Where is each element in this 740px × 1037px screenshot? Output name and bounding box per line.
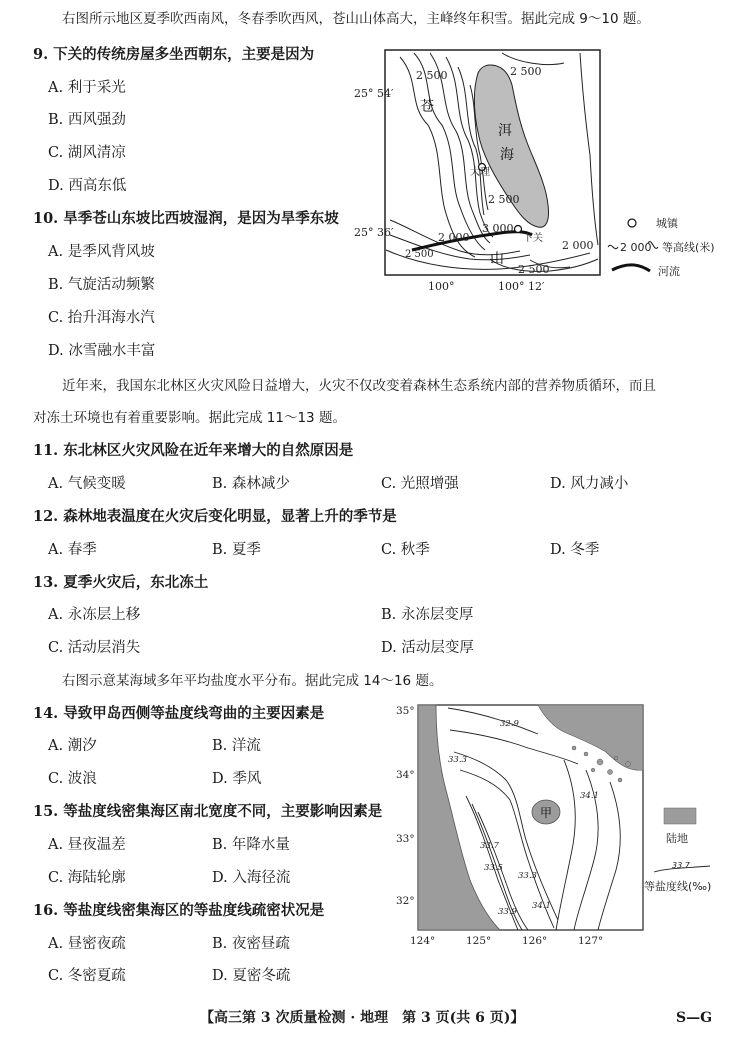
q9-stem: 9. 下关的传统房屋多坐西朝东，主要是因为: [33, 46, 315, 63]
contour-label-3: 2 500: [488, 193, 520, 206]
footer-code: S—G: [676, 1010, 713, 1026]
iso-label-5: 33.5: [484, 863, 503, 873]
footer-text: 【高三第 3 次质量检测 · 地理 第 3 页(共 6 页)】: [200, 1010, 525, 1026]
q11-option-c[interactable]: C. 光照增强: [381, 476, 459, 492]
q15-stem: 15. 等盐度线密集海区南北宽度不同，主要影响因素是: [33, 803, 383, 820]
lon-right-label: 100° 12′: [498, 280, 545, 293]
q11-option-d[interactable]: D. 风力减小: [550, 476, 629, 492]
q12-option-c[interactable]: C. 秋季: [381, 542, 430, 558]
lat-bottom-label: 25° 36′: [354, 226, 394, 239]
contour-label-2000-left: 2 500: [405, 249, 434, 260]
lon-127-label: 127°: [578, 935, 604, 947]
q12-stem: 12. 森林地表温度在火灾后变化明显，显著上升的季节是: [33, 508, 397, 525]
q16-option-d[interactable]: D. 夏密冬疏: [212, 968, 291, 984]
lat-34-label: 34°: [396, 769, 415, 781]
lat-top-label: 25° 54′: [354, 87, 394, 100]
map-erhai-cangshan: [350, 45, 740, 300]
q9-option-a[interactable]: A. 利于采光: [48, 80, 126, 96]
q14-option-a[interactable]: A. 潮汐: [48, 738, 97, 754]
q12-option-b[interactable]: B. 夏季: [212, 542, 261, 558]
q12-option-a[interactable]: A. 春季: [48, 542, 97, 558]
contour-label-6: 2 000: [562, 239, 594, 252]
q16-option-c[interactable]: C. 冬密夏疏: [48, 968, 126, 984]
town-xiaguan-marker: [515, 226, 522, 233]
intro-q9-10: 右图所示地区夏季吹西南风，冬春季吹西风，苍山山体高大，主峰终年积雪。据此完成 9～10 题。: [62, 11, 650, 27]
contour-label-1: 2 500: [510, 65, 542, 78]
legend-contour: 等高线(米): [662, 241, 715, 254]
q16-option-a[interactable]: A. 昼密夜疏: [48, 936, 126, 952]
q13-stem: 13. 夏季火灾后，东北冻土: [33, 574, 209, 591]
contour-label-4: 2 000: [438, 231, 470, 244]
lake-char-2: 海: [500, 147, 514, 163]
q13-option-a[interactable]: A. 永冻层上移: [48, 607, 141, 623]
q15-option-c[interactable]: C. 海陆轮廓: [48, 870, 126, 886]
iso-label-6: 33.3: [518, 871, 537, 881]
q16-option-b[interactable]: B. 夜密昼疏: [212, 936, 290, 952]
q10-option-a[interactable]: A. 是季风背风坡: [48, 244, 155, 260]
legend-iso-value: 33.7: [672, 861, 690, 870]
mountain-char-2: 山: [490, 251, 504, 267]
q14-stem: 14. 导致甲岛西侧等盐度线弯曲的主要因素是: [33, 705, 325, 722]
intro-q11-13-line1: 近年来，我国东北林区火灾风险日益增大，火灾不仅改变着森林生态系统内部的营养物质循环，而且: [62, 378, 656, 394]
intro-q14-16: 右图示意某海域多年平均盐度水平分布。据此完成 14～16 题。: [62, 673, 443, 689]
legend-river: 河流: [658, 265, 680, 278]
lake-char-1: 洱: [498, 123, 512, 139]
iso-label-4: 33.7: [480, 841, 499, 851]
legend-land: 陆地: [666, 832, 688, 845]
lon-124-label: 124°: [410, 935, 436, 947]
q10-option-b[interactable]: B. 气旋活动频繁: [48, 277, 155, 293]
q9-option-d[interactable]: D. 西高东低: [48, 178, 127, 194]
iso-label-3: 34.1: [580, 791, 599, 801]
town-dali-label: 大理: [470, 167, 490, 178]
iso-label-2: 33.3: [448, 755, 467, 765]
q16-stem: 16. 等盐度线密集海区的等盐度线疏密状况是: [33, 902, 325, 919]
intro-q11-13-line2: 对冻土环境也有着重要影响。据此完成 11～13 题。: [33, 410, 346, 426]
q9-option-c[interactable]: C. 湖风清凉: [48, 145, 126, 161]
contour-label-7: 2 500: [518, 263, 550, 276]
iso-label-1: 32.9: [500, 719, 519, 729]
q10-option-d[interactable]: D. 冰雪融水丰富: [48, 343, 156, 359]
q14-option-d[interactable]: D. 季风: [212, 771, 262, 787]
q10-stem: 10. 旱季苍山东坡比西坡湿润，是因为旱季东坡: [33, 210, 339, 227]
lat-32-label: 32°: [396, 895, 415, 907]
q11-option-b[interactable]: B. 森林减少: [212, 476, 290, 492]
lon-125-label: 125°: [466, 935, 492, 947]
lon-left-label: 100°: [428, 280, 455, 293]
q15-option-b[interactable]: B. 年降水量: [212, 837, 290, 853]
q11-option-a[interactable]: A. 气候变暖: [48, 476, 126, 492]
contour-label-5: 3 000: [482, 222, 514, 235]
q15-option-a[interactable]: A. 昼夜温差: [48, 837, 126, 853]
q12-option-d[interactable]: D. 冬季: [550, 542, 600, 558]
q10-option-c[interactable]: C. 抬升洱海水汽: [48, 310, 155, 326]
q13-option-d[interactable]: D. 活动层变厚: [381, 640, 474, 656]
q14-option-c[interactable]: C. 波浪: [48, 771, 97, 787]
legend-iso: 等盐度线(‰): [644, 880, 712, 893]
contour-label-2: 2 500: [416, 69, 448, 82]
map-salinity: [388, 700, 740, 950]
mountain-char-1: 苍: [420, 99, 434, 115]
legend-contour-value: 2 000: [620, 241, 652, 254]
q13-option-c[interactable]: C. 活动层消失: [48, 640, 141, 656]
q13-option-b[interactable]: B. 永冻层变厚: [381, 607, 474, 623]
q15-option-d[interactable]: D. 入海径流: [212, 870, 291, 886]
lat-35-label: 35°: [396, 705, 415, 717]
island-label: 甲: [540, 806, 553, 820]
q11-stem: 11. 东北林区火灾风险在近年来增大的自然原因是: [33, 442, 354, 459]
lat-33-label: 33°: [396, 833, 415, 845]
lon-126-label: 126°: [522, 935, 548, 947]
legend-town: 城镇: [656, 217, 678, 230]
q9-option-b[interactable]: B. 西风强劲: [48, 112, 126, 128]
iso-label-8: 33.9: [498, 907, 517, 917]
iso-label-7: 34.1: [532, 901, 551, 911]
legend-land-swatch: [664, 808, 696, 824]
q14-option-b[interactable]: B. 洋流: [212, 738, 261, 754]
town-xiaguan-label: 下关: [523, 233, 543, 244]
